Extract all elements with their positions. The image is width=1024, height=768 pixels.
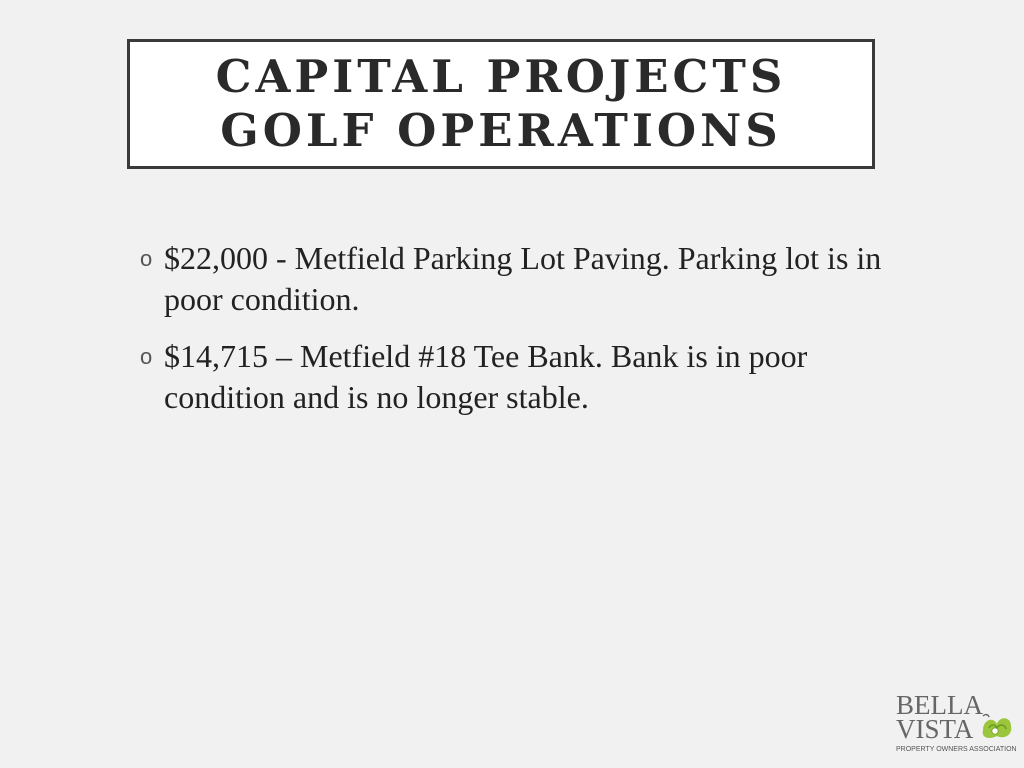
golf-leaf-icon: [979, 710, 1015, 744]
bullet-marker: o: [140, 246, 153, 271]
bullet-marker: o: [140, 344, 153, 369]
logo-subtitle: PROPERTY OWNERS ASSOCIATION: [896, 746, 1017, 753]
bullet-item: [140, 336, 910, 418]
title-box: [127, 39, 875, 169]
title-line-2: GOLF OPERATIONS: [220, 104, 782, 157]
bullet-item: [140, 238, 910, 320]
logo-word-bella: BELLA: [896, 690, 983, 720]
bella-vista-logo: [893, 692, 1019, 756]
title-line-1: CAPITAL PROJECTS: [215, 50, 787, 103]
logo-word-vista: VISTA: [896, 714, 974, 744]
bullet-text: $14,715 – Metfield #18 Tee Bank. Bank is in poor condition and is no longer stable.: [164, 338, 808, 415]
bullet-text: $22,000 - Metfield Parking Lot Paving. Parking lot is in poor condition.: [164, 240, 882, 317]
bullet-list: [140, 238, 910, 434]
